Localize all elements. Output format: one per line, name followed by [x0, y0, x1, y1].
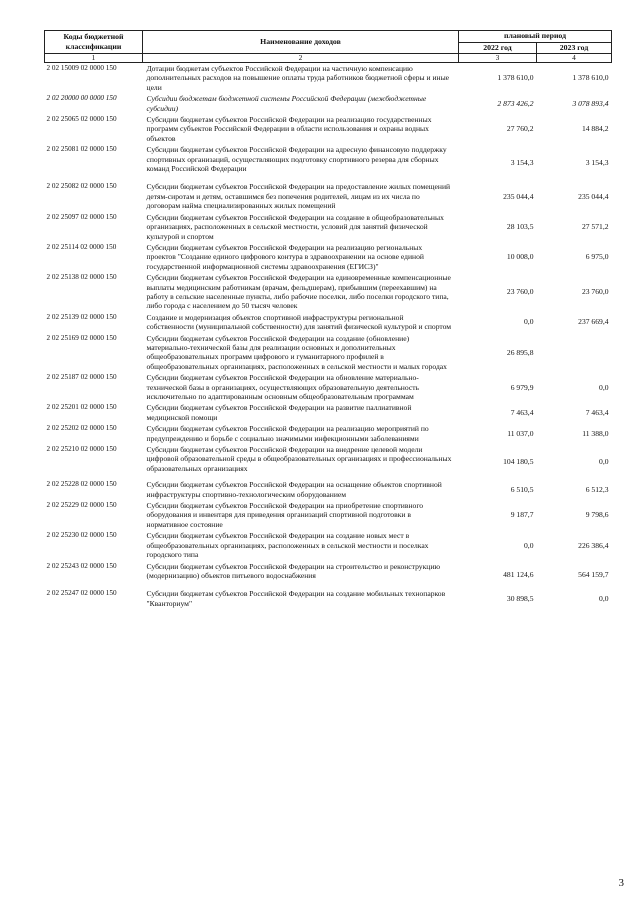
budget-code: 2 02 25228 02 0000 150 [46, 480, 117, 489]
table-row [45, 588, 612, 609]
amount-2023: 11 388,0 [582, 428, 609, 438]
income-name: Субсидии бюджетам субъектов Российской Федерации на строительство и реконструкцию (модернизацию) объектов питьевого водоснабжения [146, 561, 441, 580]
header-year-2022: 2022 год [459, 42, 537, 54]
header-year-2023: 2023 год [537, 42, 612, 54]
table-row [45, 144, 612, 181]
amount-2022: 235 044,4 [503, 191, 534, 201]
budget-code: 2 02 25139 02 0000 150 [46, 312, 117, 321]
table-row [45, 114, 612, 144]
table-row [45, 444, 612, 479]
amount-2023: 3 078 893,4 [572, 98, 609, 108]
table-row [45, 372, 612, 402]
table-row [45, 63, 612, 94]
amount-2023: 1 378 610,0 [572, 73, 609, 83]
table-row [45, 272, 612, 312]
amount-2023: 564 159,7 [578, 569, 609, 579]
table-row [45, 479, 612, 500]
amount-2022: 6 510,5 [510, 484, 534, 494]
amount-2022: 3 154,3 [510, 158, 534, 168]
income-name: Субсидии бюджетам субъектов Российской Федерации на реализацию мероприятий по предупреждению и борьбе с социально значимыми инфекционными заболеваниями [146, 424, 429, 443]
amount-2023: 6 975,0 [585, 252, 609, 262]
header-name: Наименование доходов [143, 31, 459, 54]
amount-2023: 6 512,3 [585, 484, 609, 494]
income-name: Субсидии бюджетам субъектов Российской Федерации на развитие паллиативной медицинской помощи [146, 403, 412, 422]
budget-code: 2 02 25082 02 0000 150 [46, 182, 117, 191]
income-name: Субсидии бюджетам субъектов Российской Федерации на реализацию региональных проектов "Создание единого цифрового контура в здравоохранении на основе единой государственной информационной системы здравоохранения (ЕГИСЗ)" [146, 242, 424, 271]
budget-code: 2 02 25187 02 0000 150 [46, 373, 117, 382]
amount-2022: 0,0 [524, 317, 534, 327]
amount-2022: 481 124,6 [503, 569, 534, 579]
budget-code: 2 02 20000 00 0000 150 [46, 94, 117, 103]
amount-2022: 26 895,8 [506, 347, 534, 357]
income-name: Субсидии бюджетам субъектов Российской Федерации на создание новых мест в общеобразовательных организациях, расположенных в сельской местности и поселках городского типа [146, 531, 429, 560]
budget-code: 2 02 25169 02 0000 150 [46, 333, 117, 342]
income-name: Субсидии бюджетам субъектов Российской Федерации на создание в общеобразовательных организациях, расположенных в сельской местности, условий для занятий физической культурой и спортом [146, 212, 444, 241]
header-codes: Коды бюджетной классификации [45, 31, 143, 54]
table-row [45, 212, 612, 242]
amount-2023: 237 669,4 [578, 317, 609, 327]
income-name: Субсидии бюджетам субъектов Российской Федерации на создание мобильных технопарков "Кванториум" [146, 589, 446, 608]
income-name: Создание и модернизация объектов спортивной инфраструктуры региональной собственности (муниципальной собственности) для занятий физической культурой и спортом [146, 312, 452, 332]
income-name: Субсидии бюджетам субъектов Российской Федерации на создание (обновление) материально-технической базы для реализации основных и дополнительных общеобразовательных программ цифрового и гуманитарного профилей в общеобразовательных организациях, расположенных в сельской местности и малых городах [146, 333, 447, 371]
budget-code: 2 02 15009 02 0000 150 [46, 64, 117, 72]
amount-2023: 7 463,4 [585, 408, 609, 418]
income-name: Субсидии бюджетам бюджетной системы Российской Федерации (межбюджетные субсидии) [146, 94, 427, 113]
table-row [45, 181, 612, 211]
amount-2023: 0,0 [599, 382, 609, 392]
header-col-1: 1 [45, 54, 143, 63]
amount-2022: 9 187,7 [510, 510, 534, 520]
income-name: Субсидии бюджетам субъектов Российской Федерации на предоставление жилых помещений детям-сиротам и детям, оставшимся без попечения родителей, лицам из их числа по договорам найма специализированных жилых помещений [146, 182, 451, 211]
amount-2022: 23 760,0 [506, 287, 534, 297]
amount-2023 [537, 333, 612, 373]
table-row [45, 561, 612, 589]
table-header [45, 31, 612, 63]
budget-code: 2 02 25230 02 0000 150 [46, 531, 117, 540]
amount-2023: 9 798,6 [585, 510, 609, 520]
table-row [45, 530, 612, 560]
amount-2022: 30 898,5 [506, 594, 534, 604]
budget-code: 2 02 25247 02 0000 150 [46, 589, 117, 598]
income-name: Субсидии бюджетам субъектов Российской Федерации на внедрение целевой модели цифровой образовательной среды в общеобразовательных организациях и профессиональных образовательных организациях [146, 445, 452, 473]
table-row [45, 423, 612, 444]
amount-2022: 28 103,5 [506, 222, 534, 232]
income-name: Субсидии бюджетам субъектов Российской Федерации на оснащение объектов спортивной инфраструктуры спортивно-технологическим оборудованием [146, 480, 442, 499]
page-number: 3 [618, 877, 624, 889]
header-period: плановый период [459, 31, 612, 43]
amount-2023: 226 386,4 [578, 540, 609, 550]
table-row [45, 93, 612, 114]
header-col-2: 2 [143, 54, 459, 63]
amount-2022: 11 037,0 [507, 428, 534, 438]
amount-2023: 0,0 [599, 594, 609, 604]
budget-code: 2 02 25138 02 0000 150 [46, 273, 117, 282]
amount-2022: 104 180,5 [503, 456, 534, 466]
budget-code: 2 02 25243 02 0000 150 [46, 561, 117, 570]
income-name: Субсидии бюджетам субъектов Российской Федерации на приобретение спортивного оборудования и инвентаря для приведения организаций спортивной подготовки в нормативное состояние [146, 501, 424, 529]
income-name: Субсидии бюджетам субъектов Российской Федерации на единовременные компенсационные выплаты медицинским работникам (врачам, фельдшерам), прибывшим (переехавшим) на работу в сельские населенные пункты, либо рабочие поселки, либо поселки городского типа, либо города с населением до 50 тысяч человек [146, 273, 451, 311]
amount-2023: 14 884,2 [581, 124, 609, 134]
table-row [45, 242, 612, 272]
budget-code: 2 02 25202 02 0000 150 [46, 424, 117, 433]
amount-2022: 27 760,2 [506, 124, 534, 134]
budget-code: 2 02 25065 02 0000 150 [46, 115, 117, 124]
income-name: Субсидии бюджетам субъектов Российской Федерации на адресную финансовую поддержку спортивных организаций, осуществляющих подготовку спортивного резерва для сборных команд Российской Федерации [146, 145, 447, 174]
amount-2022: 6 979,9 [510, 382, 534, 392]
amount-2022: 2 873 426,2 [497, 98, 534, 108]
income-name: Дотации бюджетам субъектов Российской Федерации на частичную компенсацию дополнительных расходов на повышение оплаты труда работников бюджетной сферы и иные цели [146, 64, 450, 92]
amount-2023: 23 760,0 [581, 287, 609, 297]
table-row [45, 312, 612, 333]
header-col-4: 4 [537, 54, 612, 63]
budget-code: 2 02 25210 02 0000 150 [46, 445, 117, 454]
header-col-3: 3 [459, 54, 537, 63]
table-row [45, 333, 612, 373]
budget-code: 2 02 25097 02 0000 150 [46, 212, 117, 221]
table-row [45, 402, 612, 423]
amount-2023: 0,0 [599, 456, 609, 466]
amount-2023: 27 571,2 [581, 222, 609, 232]
budget-table [44, 30, 612, 609]
budget-code: 2 02 25201 02 0000 150 [46, 403, 117, 412]
table-body [45, 63, 612, 610]
income-name: Субсидии бюджетам субъектов Российской Федерации на реализацию государственных программ субъектов Российской Федерации в области использования и охраны водных объектов [146, 115, 432, 143]
budget-code: 2 02 25114 02 0000 150 [46, 242, 117, 251]
amount-2022: 1 378 610,0 [497, 73, 534, 83]
amount-2022: 7 463,4 [510, 408, 534, 418]
income-name: Субсидии бюджетам субъектов Российской Федерации на обновление материально-технической базы в организациях, осуществляющих образовательную деятельность исключительно по адаптированным основным общеобразовательным программам [146, 373, 420, 401]
budget-code: 2 02 25081 02 0000 150 [46, 145, 117, 154]
amount-2022: 0,0 [524, 540, 534, 550]
table-row [45, 500, 612, 530]
amount-2022: 10 008,0 [506, 252, 534, 262]
budget-code: 2 02 25229 02 0000 150 [46, 501, 117, 510]
amount-2023: 3 154,3 [585, 158, 609, 168]
amount-2023: 235 044,4 [578, 191, 609, 201]
